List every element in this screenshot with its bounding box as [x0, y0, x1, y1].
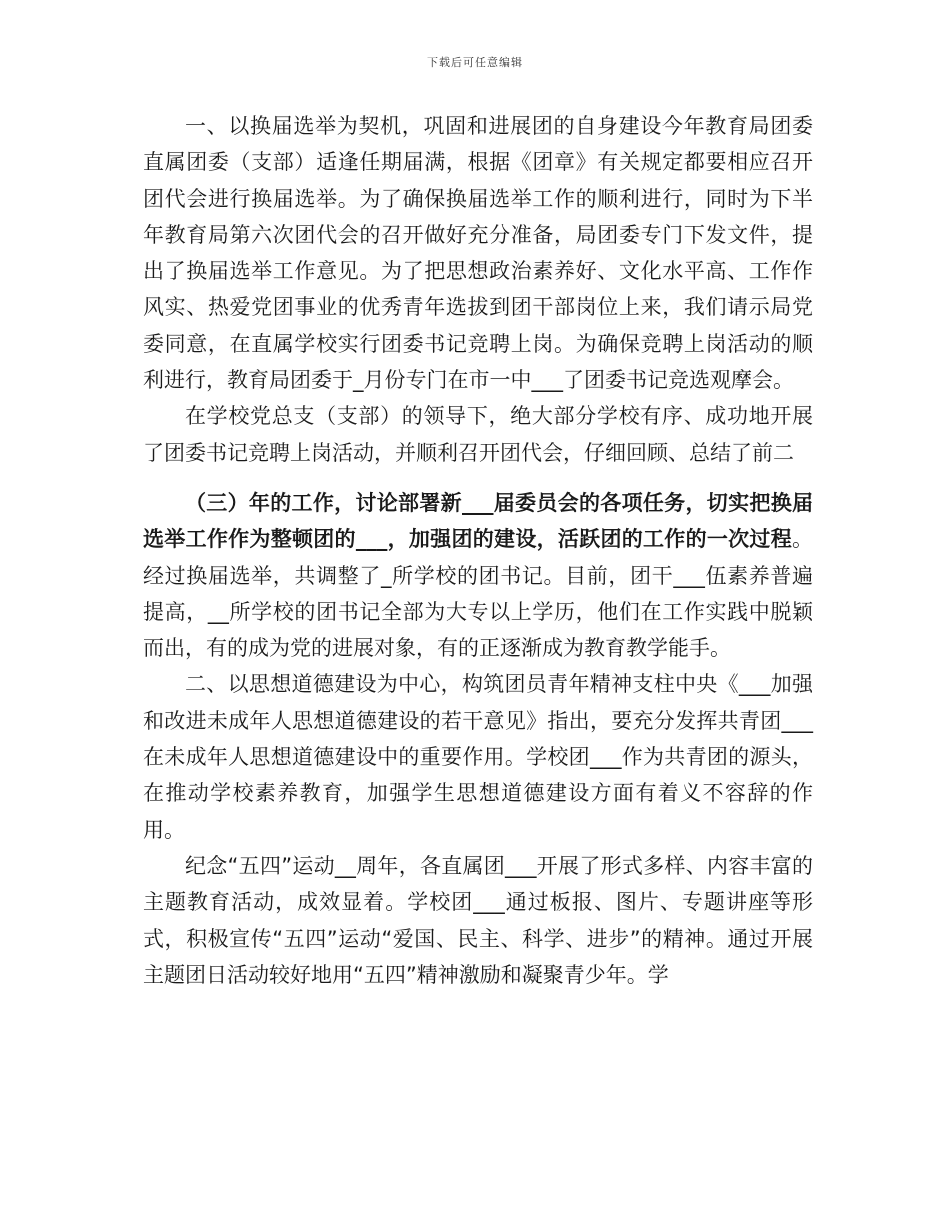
paragraph-1: 一、以换届选举为契机，巩固和进展团的自身建设今年教育局团委直属团委（支部）适逢任期届满，根据《团章》有关规定都要相应召开团代会进行换届选举。为了确保换届选举工作的顺利进行，同时为下半年教育局第六次团代会的召开做好充分准备，局团委专门下发文件，提出了换届选举工作意见。为了把思想政治素养好、文化水平高、工作作风实、热爱党团事业的优秀青年选拔到团干部岗位上来，我们请示局党委同意，在直属学校实行团委书记竞聘上岗。为确保竞聘上岗活动的顺利进行，教育局团委于_月份专门在市一中___了团委书记竞选观摩会。 [143, 114, 813, 393]
paragraph-5: 纪念“五四”运动__周年，各直属团___开展了形式多样、内容丰富的主题教育活动，成效显着。学校团___通过板报、图片、专题讲座等形式，积极宣传“五四”运动“爱国、民主、科学、进步”的精神。通过开展主题团日活动较好地用“五四”精神激励和凝聚青少年。学 [143, 853, 813, 987]
paragraph-3-text: 。经过换届选举，共调整了_所学校的团书记。目前，团干___伍素养普遍提高，__所学校的团书记全部为大专以上学历，他们在工作实践中脱颖而出，有的成为党的进展对象，有的正逐渐成为教育教学能手。 [143, 527, 813, 661]
document-body [143, 108, 813, 993]
header-note: 下载后可任意编辑 [427, 56, 523, 69]
paragraph-4: 二、以思想道德建设为中心，构筑团员青年精神支柱中央《___加强和改进未成年人思想道德建设的若干意见》指出，要充分发挥共青团___在未成年人思想道德建设中的重要作用。学校团___作为共青团的源头，在推动学校素养教育，加强学生思想道德建设方面有着义不容辞的作用。 [143, 672, 813, 842]
paragraph-3 [143, 485, 813, 666]
paragraph-2: 在学校党总支（支部）的领导下，绝大部分学校有序、成功地开展了团委书记竞聘上岗活动，并顺利召开团代会，仔细回顾、总结了前二 [143, 404, 813, 465]
paragraph-3-bold-text: （三）年的工作，讨论部署新___届委员会的各项任务，切实把换届选举工作作为整顿团的___，加强团的建设，活跃团的工作的一次过程 [143, 490, 813, 552]
